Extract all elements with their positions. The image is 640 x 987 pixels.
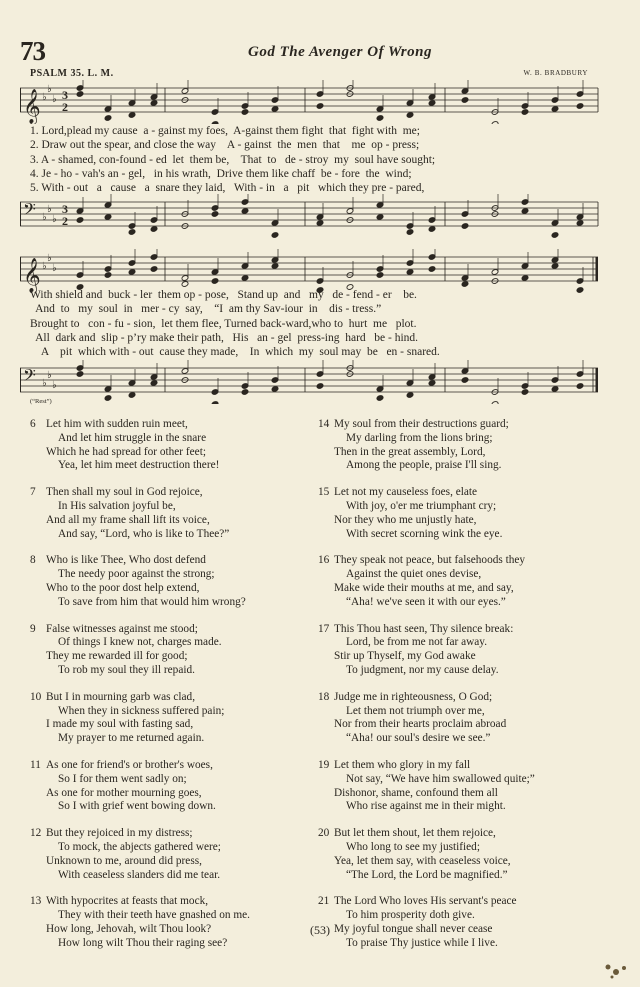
stanza-line (30, 691, 310, 705)
stanza-text: Not say, “We have him swallowed quite;” (346, 772, 535, 785)
stanza-line (318, 554, 598, 568)
stanza-text: The Lord Who loves His servant's peace (334, 895, 517, 908)
stanza-number: 6 (30, 418, 36, 430)
svg-text:♭: ♭ (47, 204, 52, 215)
stanza-text: The needy poor against the strong; (58, 568, 215, 581)
stanza-text: Let him with sudden ruin meet, (46, 418, 188, 430)
stanza-line (30, 895, 310, 909)
stanza-number: 17 (318, 622, 330, 635)
stanza-text: But they rejoiced in my distress; (46, 827, 193, 840)
stanza-text: To him prosperity doth give. (346, 909, 475, 922)
stanza-text: “Aha! we've seen it with our eyes.” (346, 595, 506, 608)
stanza-text: Of things I knew not, charges made. (58, 636, 222, 649)
stanza-text: Then shall my soul in God rejoice, (46, 486, 203, 499)
svg-text:♭: ♭ (52, 263, 57, 274)
stanza-line (318, 486, 598, 500)
svg-text:♭: ♭ (52, 214, 57, 225)
svg-text:2: 2 (62, 214, 68, 228)
stanza-line (30, 596, 310, 610)
stanza-line (318, 446, 598, 460)
svg-text:♭: ♭ (47, 253, 52, 264)
stanza-text: Nor they who me unjustly hate, (334, 513, 477, 526)
stanza-line (318, 869, 598, 883)
stanza-text: Judge me in righteousness, O God; (334, 690, 493, 703)
stanza-number: 9 (30, 622, 36, 635)
stanza-line (30, 500, 310, 514)
stanza (318, 486, 598, 541)
stanzas-left-column (30, 418, 310, 964)
stanza-text: As one for friend's or brother's woes, (46, 758, 213, 771)
stanza-line (30, 514, 310, 528)
stanza (30, 554, 310, 609)
stanza-text: Among the people, praise I'll sing. (346, 459, 502, 472)
stanza-text: This Thou hast seen, Thy silence break: (334, 622, 514, 635)
stanza-line (318, 568, 598, 582)
stanza-number: 18 (318, 690, 330, 703)
composer: W. B. BRADBURY (523, 69, 588, 77)
stanza (318, 759, 598, 814)
stanza-line (30, 650, 310, 664)
stanza (30, 827, 310, 882)
rest-note: (“Rest”) (30, 398, 52, 405)
stanza-text: So I with grief went bowing down. (58, 800, 216, 813)
stanza (30, 691, 310, 746)
stanza-text: Who long to see my justified; (346, 840, 480, 853)
stanza-text: Lord, be from me not far away. (346, 636, 488, 649)
stanza (318, 691, 598, 746)
stanza-line (30, 664, 310, 678)
stanza-text: When they in sickness suffered pain; (58, 704, 225, 717)
stanza-line (318, 787, 598, 801)
stanza-line (30, 432, 310, 446)
music-staff (20, 194, 600, 238)
stanza-text: False witnesses against me stood; (46, 622, 198, 635)
stanzas-right-column (318, 418, 598, 964)
verse-line: All dark and slip - p’ry make their path, His an - gel press-ing hard be - hind. (30, 331, 419, 344)
stanza-text: And let him struggle in the snare (58, 431, 207, 444)
svg-text:𝄢: 𝄢 (23, 199, 36, 223)
stanza-text: To rob my soul they ill repaid. (58, 663, 195, 676)
bass-staff-2 (20, 360, 600, 404)
stanza-text: I made my soul with fasting sad, (46, 718, 194, 731)
stanza-line (318, 636, 598, 650)
bass-staff-1 (20, 194, 600, 238)
stanza-text: With ceaseless slanders did me tear. (58, 868, 221, 881)
verse-line: 5. With - out a cause a snare they laid, With - in a pit which they pre - pared, (30, 182, 425, 195)
svg-text:♭: ♭ (52, 94, 57, 105)
svg-text:♭: ♭ (47, 370, 52, 381)
stanza (30, 486, 310, 541)
stanza-line (318, 909, 598, 923)
stanza-text: To praise Thy justice while I live. (346, 936, 498, 949)
stanza-number: 21 (318, 895, 330, 908)
stanza-line (30, 582, 310, 596)
music-staff (20, 360, 600, 404)
stanza-text: Nor from their hearts proclaim abroad (334, 718, 507, 731)
music-verses-2 (30, 288, 600, 359)
stanza-line (30, 937, 310, 951)
svg-text:♭: ♭ (42, 261, 47, 272)
stanza-text: How long, Jehovah, wilt Thou look? (46, 922, 212, 935)
stanza-line (30, 446, 310, 460)
stanza-text: “Aha! our soul's desire we see.” (346, 732, 491, 745)
stanza-line (30, 787, 310, 801)
stanza-line (30, 841, 310, 855)
stanza-line (318, 528, 598, 542)
verse-line: 1. Lord,plead my cause a - gainst my foes, A-gainst them fight that fight with me; (30, 125, 420, 137)
music-staff (20, 80, 600, 124)
stanza-text: My joyful tongue shall never cease (334, 922, 493, 935)
stanza-text: Let them who glory in my fall (334, 758, 471, 771)
stanza-line (318, 718, 598, 732)
stanza-text: But I in mourning garb was clad, (46, 690, 196, 703)
hymn-number: 73 (20, 36, 45, 66)
stanza-line (318, 596, 598, 610)
treble-staff-1 (20, 80, 600, 124)
stanza (30, 759, 310, 814)
stanza-line (30, 718, 310, 732)
stanza-line (318, 759, 598, 773)
stanza-text: With hypocrites at feasts that mock, (46, 895, 209, 908)
stanza-line (318, 895, 598, 909)
stanza-line (318, 773, 598, 787)
stanza-text: And say, “Lord, who is like to Thee?” (58, 527, 230, 540)
stanza (318, 827, 598, 882)
psalm-meter: PSALM 35. L. M. (30, 68, 114, 79)
svg-text:♭: ♭ (42, 92, 47, 103)
stanza-text: They speak not peace, but falsehoods they (334, 554, 526, 567)
stanza-text: Which he had spread for other feet; (46, 445, 206, 458)
stanza-line (30, 568, 310, 582)
stanza-text: Dishonor, shame, confound them all (334, 786, 498, 799)
stanza-number: 13 (30, 895, 42, 908)
stanza-line (318, 732, 598, 746)
stanza-number: 15 (318, 486, 330, 499)
stanza-text: Who is like Thee, Who dost defend (46, 554, 206, 567)
stanza-line (318, 664, 598, 678)
stanza-text: How long wilt Thou their raging see? (58, 936, 228, 949)
stanza-text: So I for them went sadly on; (58, 772, 187, 785)
stanza-line (30, 732, 310, 746)
svg-text:3: 3 (62, 202, 68, 216)
stanza-line (318, 800, 598, 814)
stanza-line (318, 841, 598, 855)
stanza-text: Yea, let them say, with ceaseless voice, (334, 854, 511, 867)
stanza-text: Who to the poor dost help extend, (46, 581, 200, 594)
stanza (30, 418, 310, 473)
verse-line: A pit which with - out cause they made, In which my soul may be en - snared. (30, 346, 440, 359)
stanza-line (318, 514, 598, 528)
stanza-text: To judgment, nor my cause delay. (346, 663, 499, 676)
svg-text:3: 3 (62, 88, 68, 102)
stanza-line (30, 623, 310, 637)
svg-text:♭: ♭ (52, 380, 57, 391)
stanza-text: Against the quiet ones devise, (346, 568, 482, 581)
stanza-text: My darling from the lions bring; (346, 431, 493, 444)
stanza-number: 19 (318, 758, 330, 771)
stanza-line (30, 554, 310, 568)
stanza-line (318, 827, 598, 841)
flourish-ornament (600, 959, 630, 981)
stanza-text: “The Lord, the Lord be magnified.” (346, 868, 508, 881)
stanza-text: Yea, let him meet destruction there! (58, 459, 220, 472)
svg-text:2: 2 (62, 100, 68, 114)
stanza-line (318, 432, 598, 446)
stanza-number: 14 (318, 418, 330, 430)
stanza-line (318, 623, 598, 637)
stanza-text: My prayer to me returned again. (58, 732, 205, 745)
verse-line: Brought to con - fu - sion, let them flee, Turned back-ward,who to hurt me plot. (30, 317, 417, 330)
stanza-text: And all my frame shall lift its voice, (46, 513, 210, 526)
music-verses-1 (30, 124, 600, 195)
stanza-text: My soul from their destructions guard; (334, 418, 509, 430)
stanza (318, 623, 598, 678)
stanza-line (30, 418, 310, 432)
stanza-line (30, 759, 310, 773)
hymn-title: God The Avenger Of Wrong (248, 44, 432, 60)
stanza-text: Let them not triumph over me, (346, 704, 485, 717)
stanza-text: In His salvation joyful be, (58, 499, 176, 512)
stanza-number: 10 (30, 690, 42, 703)
stanza-line (318, 855, 598, 869)
stanza-line (318, 650, 598, 664)
svg-text:𝄞: 𝄞 (23, 89, 41, 124)
stanza-text: Let not my causeless foes, elate (334, 486, 478, 499)
stanza-line (30, 869, 310, 883)
stanza-line (30, 486, 310, 500)
stanza-text: Stir up Thyself, my God awake (334, 650, 476, 663)
stanza-number: 16 (318, 554, 330, 567)
verse-line: And to my soul in mer - cy say, “I am thy Sav-iour in dis - tress.” (30, 303, 382, 316)
stanza-line (318, 937, 598, 951)
stanza-number: 7 (30, 486, 36, 499)
treble-staff-2 (20, 249, 600, 293)
stanza-line (30, 827, 310, 841)
stanza-text: Who rise against me in their might. (346, 800, 506, 813)
stanza (30, 623, 310, 678)
stanza-text: To mock, the abjects gathered were; (58, 840, 221, 853)
stanza-number: 12 (30, 827, 42, 840)
svg-text:♭: ♭ (47, 84, 52, 95)
stanza-line (318, 582, 598, 596)
stanza-line (30, 459, 310, 473)
svg-text:𝄢: 𝄢 (23, 365, 36, 389)
svg-text:♭: ♭ (42, 378, 47, 389)
verse-line: 4. Je - ho - vah's an - gel, in his wrath, Drive them like chaff be - fore the wind; (30, 167, 412, 180)
svg-text:𝄞: 𝄞 (23, 258, 41, 293)
stanza-number: 20 (318, 827, 330, 840)
stanza-line (318, 418, 598, 432)
stanza-line (318, 459, 598, 473)
stanza-text: They me rewarded ill for good; (46, 650, 188, 663)
page-number: (53) (310, 923, 330, 937)
stanza-line (30, 855, 310, 869)
stanza-line (318, 500, 598, 514)
stanza-line (30, 705, 310, 719)
stanza-line (30, 773, 310, 787)
verse-line: With shield and buck - ler them op - pose, Stand up and my de - fend - er be. (30, 289, 417, 301)
svg-text:♭: ♭ (42, 212, 47, 223)
stanza-line (30, 800, 310, 814)
stanza-number: 11 (30, 758, 41, 771)
stanza-text: But let them shout, let them rejoice, (334, 827, 496, 840)
stanza-line (318, 691, 598, 705)
verse-line: 3. A - shamed, con-found - ed let them be, That to de - stroy my soul have sought; (30, 153, 436, 166)
stanza-text: Make wide their mouths at me, and say, (334, 581, 514, 594)
stanza-line (30, 909, 310, 923)
stanza-text: With joy, o'er me triumphant cry; (346, 499, 497, 512)
stanza-text: With secret scorning wink the eye. (346, 527, 503, 540)
stanza-line (30, 528, 310, 542)
stanza-line (318, 705, 598, 719)
stanza-text: To save from him that would him wrong? (58, 595, 246, 608)
stanza-number: 8 (30, 554, 36, 567)
stanza (318, 554, 598, 609)
stanza-text: Unknown to me, around did press, (46, 854, 202, 867)
stanza-text: Then in the great assembly, Lord, (334, 445, 486, 458)
stanza (318, 418, 598, 473)
stanza-text: As one for mother mourning goes, (46, 786, 202, 799)
music-staff (20, 249, 600, 293)
stanza-line (30, 636, 310, 650)
stanza-text: They with their teeth have gnashed on me. (58, 909, 250, 922)
verse-line: 2. Draw out the spear, and close the way A - gainst the men that me op - press; (30, 139, 420, 152)
